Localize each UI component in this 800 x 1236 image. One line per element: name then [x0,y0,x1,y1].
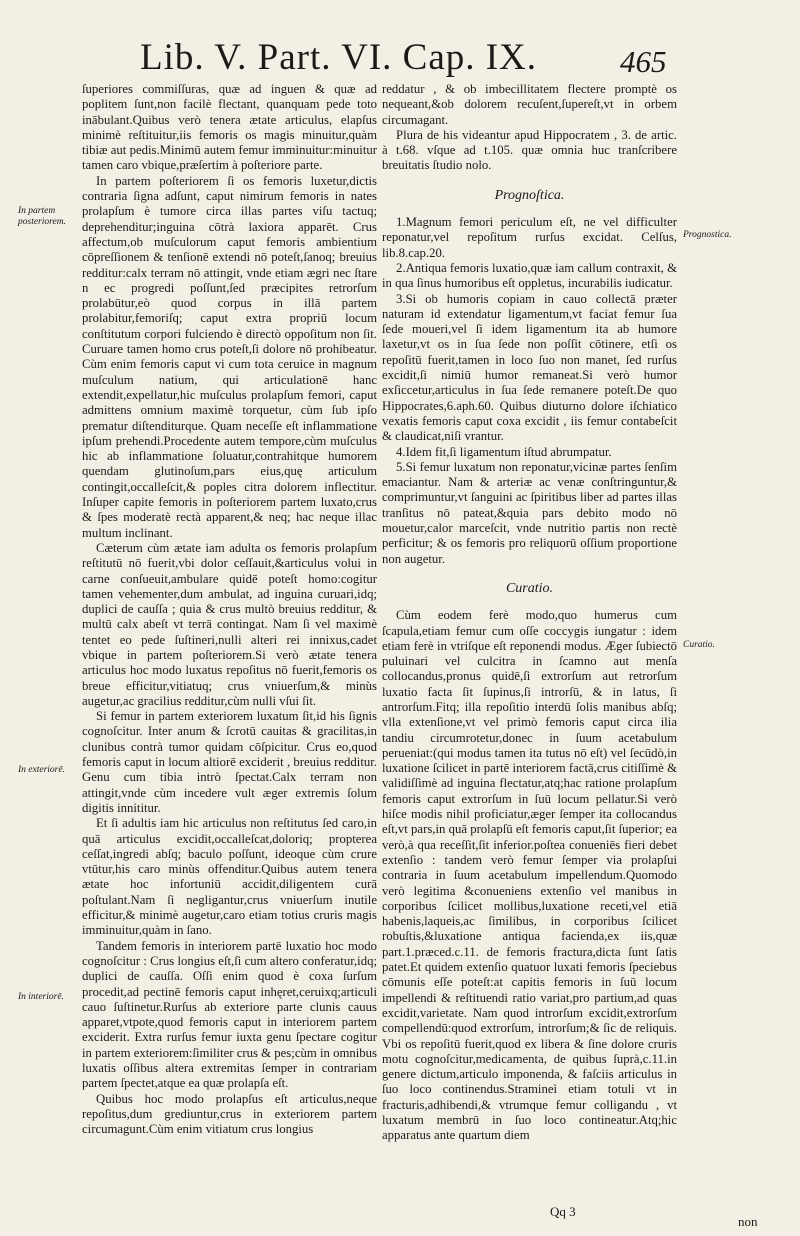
paragraph: 4.Idem fit,ſi ligamentum iſtud abrumpatur. [396,444,612,459]
paragraph: 1.Magnum femori periculum eſt, ne vel difficulter reponatur,vel repoſitum rurſus excidat. Celſus, lib.8.cap.20. [382,215,677,260]
paragraph: 3.Si ob humoris copiam in cauo collectā præter naturam id extendatur ligamentum,vt faciat femur ſua ſede moueri,vel ſi idem ligamentum ita ab humore laxetur,vt os in ſua ſede non poſſit cōtinere, etſi os repoſitū fuerit,tamen in loco ſuo non manet, ſed rurſus excidit,ſi nimiū humor remaneat.Si verò humor exſiccetur,articulus in ſua ſede remanere poteſt.De quo Hippocrates,6.aph.60. Quibus diuturno dolore iſchiatico vexatis femoris caput coxa excidit , iis femur contabeſcit & claudicat,niſi vrantur. [382,291,677,444]
paragraph: Si femur in partem exteriorem luxatum ſit,id his ſignis cognoſcitur. Inter anum & ſcrotū cauitas & gracilitas,in clunibus contrà tumor quidam cōſpicitur. Crus eo,quod femoris caput in locum altiorē exciderit , breuius redditur. Genu cum tibia intrò ſpectat.Calx terram non attingit,vnde cùm incedere vult æger extremis ſolum digitis innititur. [82,709,377,815]
right-column [382,82,677,1144]
catchword: non [738,1214,758,1229]
margin-note-exterior: In exteriorē. [18,765,65,775]
paragraph: 5.Si femur luxatum non reponatur,vicinæ partes ſenſim emaciantur. Nam & arteriæ ac venæ conſtringuntur,& comprimuntur,vt ſanguini ac ſpiritibus liber ad partes illas tranſitus nō pateat,&quia pars debito modo nō mouetur,calor marceſcit, vnde nutritio partis non rectè perficitur; & os femoris pro reliquorū oſſium proportione non augetur. [382,459,677,566]
paragraph: 2.Antiqua femoris luxatio,quæ iam callum contraxit, & in qua ſinus humoribus eſt oppletus, incurabilis iudicatur. [382,260,677,291]
running-head: Lib. V. Part. VI. Cap. IX. [140,37,538,78]
paragraph: ſuperiores commiſſuras, quæ ad inguen & quæ ad poplitem ſunt,non facilè flectant, quanquam pede toto inābulant.Quibus verò tenera ætate articulus, elapſus minimè reſtituitur,iis femoris os magis minuitur,quàm tibiæ aut pedis.Minimū autem femur imminuitur:minuitur tamen caro vbique,præſertim à poſteriore parte. [82,82,377,173]
section-heading-prognostica: Prognoſtica. [494,187,565,203]
section-heading-curatio: Curatio. [505,580,554,596]
paragraph: Quibus hoc modo prolapſus eſt articulus,neque repoſitus,dum grediuntur,crus in exteriorem partem circumagunt.Cùm enim vitiatum crus longius [82,1091,377,1137]
paragraph: Et ſi adultis iam hic articulus non reſtitutus ſed caro,in quā articulus excidit,occalleſcat,doloriq; propterea ceſſat,ingredi abſq; baculo poſſunt, ideoque cùm crure vtūtur,his caro minùs offenditur.Quibus autem tenera ætate hoc infortuniū accidit,diligentem curā poſtulant.Nam ſi negligantur,crus vniuerſum inutile efficitur,& minimè augetur,caro etiam totius cruris magis imminuitur,quàm in ſano. [82,816,377,938]
paragraph: Cæterum cùm ætate iam adulta os femoris prolapſum reſtitutū nō fuerit,vbi dolor ceſſauit,&articulus volui in carne conſueuit,ambulare quidē poteſt homo:cogitur tamen vehementer,dum ambulat, ad inguina curuari,idq; duplici de cauſſa ; quia & crus multò breuius redditur, & multū calx abeſt vt terrā contingat. Nam ſi vel maximè tentet eo pede ſuſtineri,nulli alteri rei innixus,cadet vbique in partem poſteriorem.Si verò ætate tenera articulus hoc modo luxatus repoſitus nō fuerit,femoris os breue efficitur,vitiatuq; crus vniuerſum,& minùs augetur,ac gracilius redditur,cùm nulli vſui ſit. [82,540,377,708]
paragraph: Plura de his videantur apud Hippocratem , 3. de artic. à t.68. vſque ad t.105. quæ omnia huc tranſcribere breuitatis ſtudio nolo. [382,127,677,173]
paragraph: In partem poſteriorem ſi os femoris luxetur,dictis contraria ſigna adſunt, caput nimirum femoris in nates prolapſum è tumore circa illas partes viſu tactuq; deprehenditur;inguina cōtrà laxiora apparēt. Crus affectum,ob muſculorum caput femoris ambientium cōpreſſionem & tenſionē extendi nō poteſt,ſanoq; breuius redditur:calx terram nō attingit, vnde etiam ægri nec ſtare n ec progredi poſſunt,ſed præcipites retrorſum prolabūtur,eò quod corpus in illā partem prolabitur,femoriſq; caput extra propriū locum conſtitutum corpori fulciendo è directò oppoſitum non ſit. Curuare tamen homo crus poteſt,ſi dolore nō prohibeatur. Cùm enim femoris caput vi cum tota ceruice in magnum muſculum natium, qui articulationē hanc extendit,expellatur,hic muſculus prolapſum femori, caput admittens omnium maximè torquetur, cùm ſub ipſo prematur diſtenditurque. Quam neceſſe eſt inflammatione ipſum prehendi.Procedente autem tempore,cùm muſculus hic ab inflammatione ſoluatur,contrahitque humorem quendam glutinoſum,pars eius,quę articulum contingit,occalleſcit,& poples citra dolorem inflectitur. Inſuper capite femoris in poſteriorem partem luxato,crus & ſpes moderatè rectà apparent,& neq; hac neque illac multum inclinant. [82,173,377,540]
left-column [82,82,377,1137]
paragraph: Tandem femoris in interiorem partē luxatio hoc modo cognoſcitur : Crus longius eſt,ſi cum altero conferatur,idq; duplici de cauſſa. Oſſi enim quod è coxa ſurſum procedit,ad pectinē femoris caput inhęret,ceruixq;articuli cauo ſuſtinetur.Rurſus ab exteriore parte clunis cauus apparet,vtpote,quod femoris caput in interiorem partem exciderit. Extra rurſus femur iuxta genu ſpectare cogitur in partem exteriorem:ſimiliter crus & pes;cùm in omnibus luxatis oſſibus altera extremitas ſemper in contrariam partem ſpectet,atque ea quæ prolapſa eſt. [82,938,377,1091]
signature-mark: Qq 3 [550,1204,576,1219]
margin-note-curatio: Curatio. [683,640,715,650]
margin-note-posterior: In partem posteriorem. [18,206,66,227]
margin-note-interior: In interiorē. [18,992,64,1002]
margin-note-prognostica: Prognostica. [683,230,732,240]
paragraph: reddatur , & ob imbecillitatem flectere promptè os nequeant,&ob dolorem recuſent,ſupereſt,vt in orbem circumagant. [382,82,677,127]
paragraph: Cùm eodem ferè modo,quo humerus cum ſcapula,etiam femur cum oſſe coccygis iungatur : idem etiam ferè in vtriſque eſt reponendi modus. Æger ſubiectō puluinari vel culcitra in ſcamno aut menſa collocandus,pronus quidē,ſi extrorſum aut retrorſum luxatio facta ſit ſupinus,ſi introrſū, & in latus, ſi antrorſum.Fitq; illa repoſitio interdū ſolis manibus abſq; vlla extenſione,vt vel primò femoris caput circa ilia tandiu circumrotetur,donec in ſuum acetabulum perueniat:(qui modus tamen ita tutus nō eſt) vel ſecūdò,in luxatione ſcilicet in partē interiorem factā,crus citiſſimè & validiſſimè ad inguina flectatur,atq;hac ratione prolapſum femoris caput extrorſum in ſuū locum pellatur.Si verò hiſce modis nihil proficiatur,æger ſemper ita collocandus eſt,vt pars,in quā prolapſū eſt femoris caput,ſit ſuperior; ea verò,à qua receſſit,ſit inferior.poſtea conueniēs fieri debet extenſio : tandem verò femur ſemper via prolapſui contraria in ſuum acetabulum impellendum.Quomodo verò legitima &conueniens extenſio vel manibus in corporibus ſcilicet mollibus,luxatione receti,vel etiā habenis,laqueis,ac ſimilibus, in corporibus ſcilicet robuſtis,&luxatione antiqua facienda,ex iis,quæ part.1.præced.c.11. de femoris fractura,dicta ſunt ſatis patet.Et quidem extenſio quatuor luxati femoris ſpeciebus cōmunis eſſe poteſt:at capitis femoris in ſuū locum impellendi & reſtituendi ratio variat,pro partium,ad quas excidit,varietate. Nam quod introrſum excidit,extrorſum compellendū:quod extrorſum, introrſum;& ſic de reliquis. Vbi os repoſitū fuerit,quod ex libera & ſine dolore cruris motu cognoſcitur,medicamenta, de quibus ſuprà,c.11.in genere dictum,articulo imponenda, & faſciis articulus in ſuo loco continendus.Stramineì etiam totuli vt in fracturis,adhibendi,& vtrumque femur colligandu , vt luxatum membrū in ſuo loco contineatur.Atq;hic apparatus ante quartum diem [382,608,677,1143]
page-number: 465 [620,44,667,79]
